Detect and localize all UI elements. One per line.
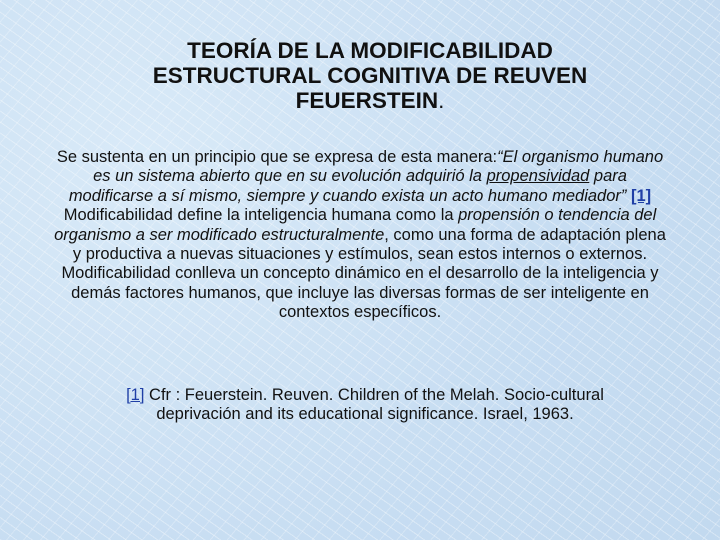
paragraph-principle [50, 148, 670, 206]
quote-underlined-term: propensividad [486, 167, 590, 186]
principle-intro: Se sustenta en un principio que se expresa de esta manera: [56, 148, 498, 166]
definition-start: Modificabilidad define la inteligencia humana como la [63, 206, 459, 225]
title-line-3 [100, 88, 640, 113]
quote-end: para modificarse a sí mismo, siempre y cuando exista un acto humano mediador” [68, 167, 627, 205]
title-line-2: ESTRUCTURAL COGNITIVA DE REUVEN [152, 63, 588, 88]
footnote-text: Cfr : Feuerstein. Reuven. Children of the Melah. Socio-cultural deprivación and its educational significance. Israel, 1963. [144, 386, 604, 424]
body-text [50, 148, 670, 323]
slide-title [100, 38, 640, 113]
quote-start: “El organismo humano es un sistema abierto que en su evolución adquirió la [93, 148, 664, 186]
definition-end: , como una forma de adaptación plena y productiva a nuevas situaciones y estímulos, sean estos internos o externos. Modificabilidad conlleva un concepto dinámico en el desarrollo de la inteligencia y demás factores humanos, que incluye las diversas formas de ser inteligente en contextos específicos. [61, 225, 666, 322]
footnote-marker-link[interactable]: [1] [126, 386, 145, 404]
title-end-dot: . [438, 88, 445, 113]
paragraph-definition [50, 206, 670, 322]
footnote [100, 386, 630, 425]
title-line-1: TEORÍA DE LA MODIFICABILIDAD [187, 38, 553, 63]
definition-italic: propensión o tendencia del organismo a ser modificado estructuralmente [54, 206, 657, 244]
title-line-3-text: FEUERSTEIN [295, 88, 439, 113]
footnote-ref-link[interactable]: [1] [631, 186, 652, 205]
